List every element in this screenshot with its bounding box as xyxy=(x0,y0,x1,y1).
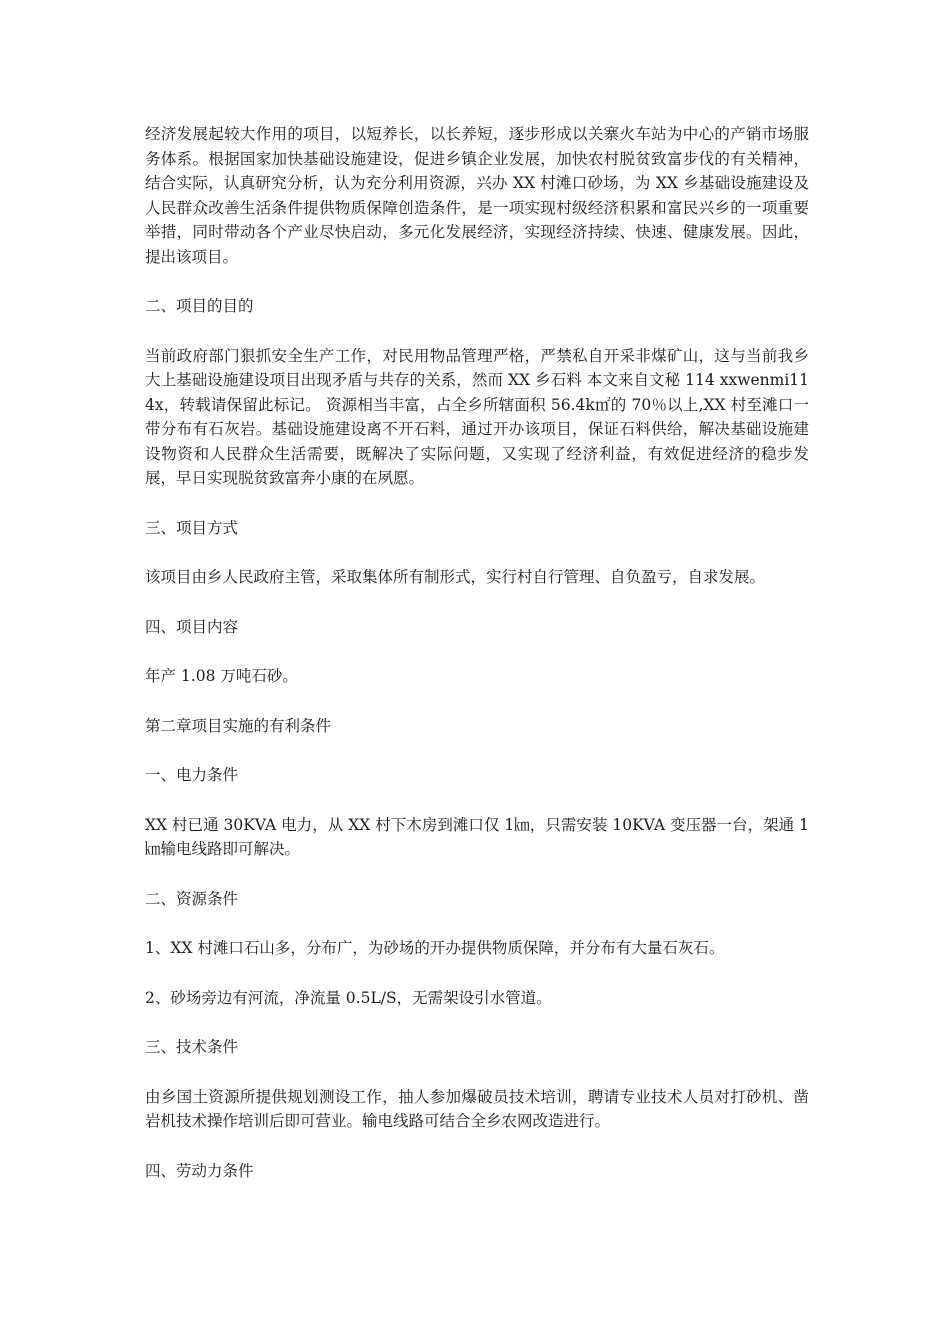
section-heading-resources: 二、资源条件 xyxy=(145,889,239,908)
paragraph-background: 经济发展起较大作用的项目，以短养长，以长养短，逐步形成以关寨火车站为中心的产销市场服务体系。根据国家加快基础设施建设，促进乡镇企业发展，加快农村脱贫致富步伐的有关精神，结合实际，认真研究分析，认为充分利用资源，兴办 XX 村滩口砂场，为 XX 乡基础设施建设及人民群众改善生活条件提供物质保障创造条件，是一项实现村级经济积累和富民兴乡的一项重要举措，同时带动各个产业尽快启动，多元化发展经济，实现经济持续、快速、健康发展。因此，提出该项目。 xyxy=(145,125,809,266)
section-heading-purpose: 二、项目的目的 xyxy=(145,297,254,315)
section-heading-power: 一、电力条件 xyxy=(145,766,239,784)
paragraph-power: XX 村已通 30KVA 电力，从 XX 村下木房到滩口仅 1㎞，只需安装 10KVA 变压器一台，架通 1㎞输电线路即可解决。 xyxy=(145,815,809,858)
section-heading-method: 三、项目方式 xyxy=(145,518,239,537)
document-body xyxy=(145,122,809,1208)
paragraph-content: 年产 1.08 万吨石砂。 xyxy=(145,667,298,685)
paragraph-resources-2: 2、砂场旁边有河流，净流量 0.5L/S，无需架设引水管道。 xyxy=(145,988,552,1007)
paragraph-technology: 由乡国土资源所提供规划测设工作，抽人参加爆破员技术培训，聘请专业技术人员对打砂机、凿岩机技术操作培训后即可营业。输电线路可结合全乡农网改造进行。 xyxy=(145,1087,809,1130)
paragraph-resources-1: 1、XX 村滩口石山多，分布广，为砂场的开办提供物质保障，并分布有大量石灰石。 xyxy=(145,939,725,957)
paragraph-purpose: 当前政府部门狠抓安全生产工作，对民用物品管理严格，严禁私自开采非煤矿山，这与当前我乡大上基础设施建设项目出现矛盾与共存的关系，然而 XX 乡石料 本文来自文秘 114 xxwenmi114x，转载请保留此标记。 资源相当丰富，占全乡所辖面积 56.4k㎡的 70％以上,XX 村至滩口一带分布有石灰岩。基础设施建设离不开石料，通过开办该项目，保证石料供给，解决基础设施建设物资和人民群众生活需要，既解决了实际问题，又实现了经济利益，有效促进经济的稳步发展，早日实现脱贫致富奔小康的在夙愿。 xyxy=(145,346,809,487)
section-heading-labor: 四、劳动力条件 xyxy=(145,1161,254,1180)
section-heading-technology: 三、技术条件 xyxy=(145,1038,239,1056)
chapter-heading: 第二章项目实施的有利条件 xyxy=(145,716,332,735)
paragraph-method: 该项目由乡人民政府主管，采取集体所有制形式，实行村自行管理、自负盈亏，自求发展。 xyxy=(145,568,766,586)
section-heading-content: 四、项目内容 xyxy=(145,617,239,636)
